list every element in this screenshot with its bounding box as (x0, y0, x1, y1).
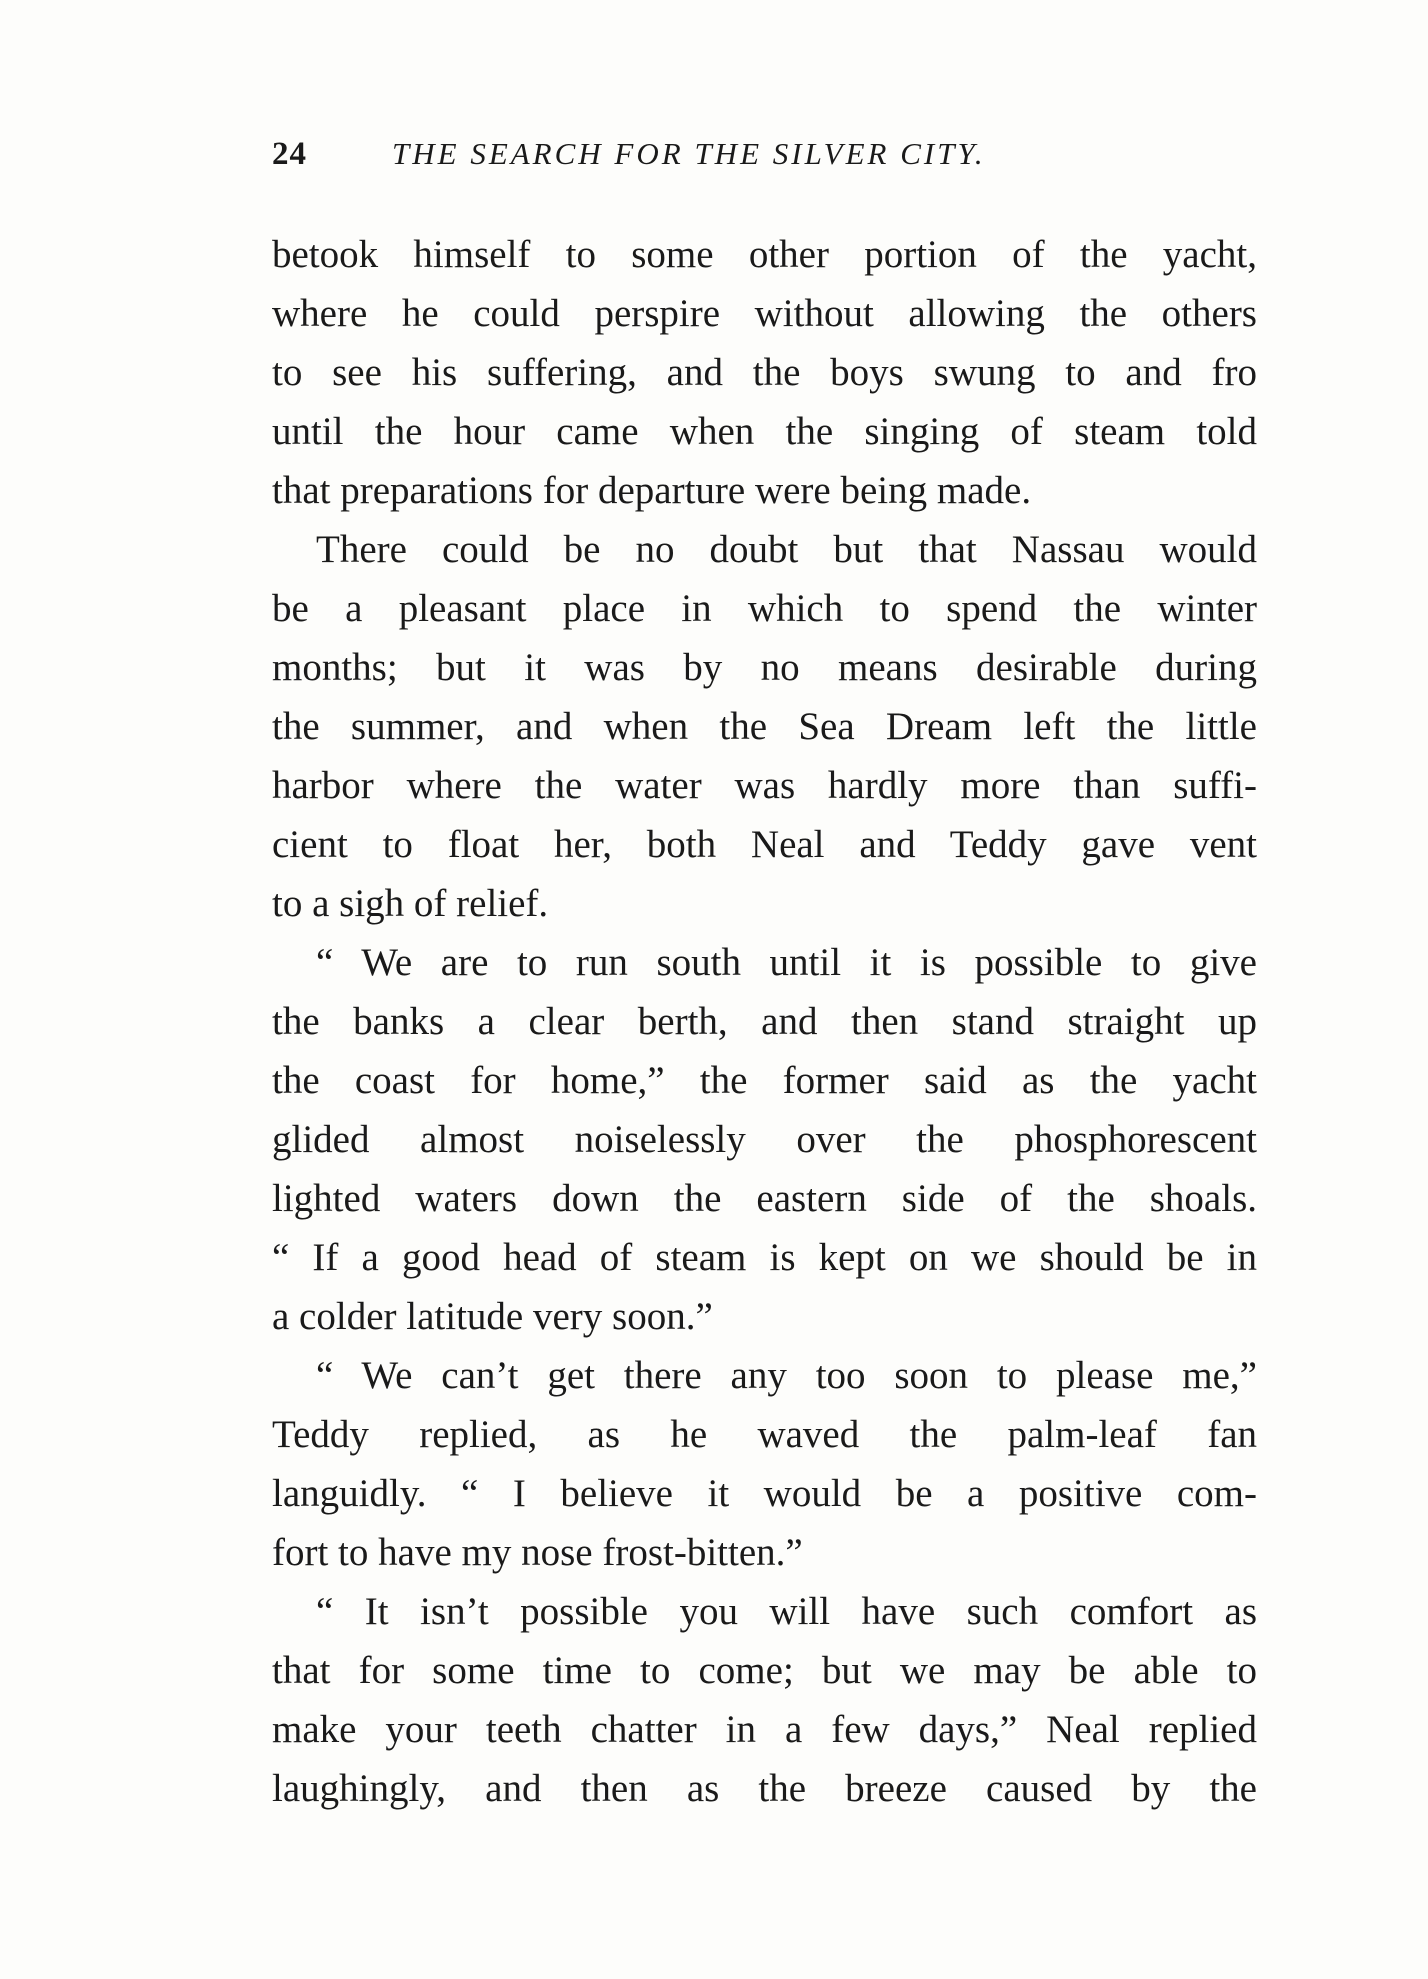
page-number: 24 (272, 136, 307, 172)
text-line: make your teeth chatter in a few days,” Neal replied (272, 1708, 1257, 1751)
text-line: “ We are to run south until it is possible to give (316, 941, 1257, 984)
body-text (272, 225, 1257, 1818)
text-line: “ If a good head of steam is kept on we should be in (272, 1236, 1257, 1279)
text-line: to see his suffering, and the boys swung to and fro (272, 351, 1257, 394)
paragraph (272, 1582, 1257, 1818)
running-head (272, 136, 1257, 176)
text-line: betook himself to some other portion of the yacht, (272, 233, 1257, 276)
text-line: be a pleasant place in which to spend the winter (272, 587, 1257, 630)
text-line: “ It isn’t possible you will have such comfort as (316, 1590, 1257, 1633)
text-line: Teddy replied, as he waved the palm-leaf fan (272, 1413, 1257, 1456)
text-line: glided almost noiselessly over the phosphorescent (272, 1118, 1257, 1161)
text-line: cient to float her, both Neal and Teddy gave vent (272, 823, 1257, 866)
paragraph (272, 225, 1257, 520)
text-line: laughingly, and then as the breeze caused by the (272, 1767, 1257, 1810)
text-line: the banks a clear berth, and then stand straight up (272, 1000, 1257, 1043)
text-line: that preparations for departure were being made. (272, 469, 1032, 512)
text-line: fort to have my nose frost-bitten.” (272, 1531, 803, 1574)
text-line: There could be no doubt but that Nassau would (316, 528, 1257, 571)
text-line: until the hour came when the singing of steam told (272, 410, 1257, 453)
text-line: the coast for home,” the former said as the yacht (272, 1059, 1257, 1102)
text-line: lighted waters down the eastern side of the shoals. (272, 1177, 1257, 1220)
running-title: THE SEARCH FOR THE SILVER CITY. (392, 136, 986, 171)
text-line: to a sigh of relief. (272, 882, 549, 925)
text-line: languidly. “ I believe it would be a positive com- (272, 1472, 1257, 1515)
text-line: that for some time to come; but we may be able to (272, 1649, 1257, 1692)
text-line: a colder latitude very soon.” (272, 1295, 713, 1338)
text-line: the summer, and when the Sea Dream left the little (272, 705, 1257, 748)
text-line: where he could perspire without allowing the others (272, 292, 1257, 335)
text-line: “ We can’t get there any too soon to please me,” (316, 1354, 1257, 1397)
paragraph (272, 933, 1257, 1346)
paragraph (272, 1346, 1257, 1582)
text-line: months; but it was by no means desirable during (272, 646, 1257, 689)
paragraph (272, 520, 1257, 933)
text-line: harbor where the water was hardly more than suffi- (272, 764, 1257, 807)
